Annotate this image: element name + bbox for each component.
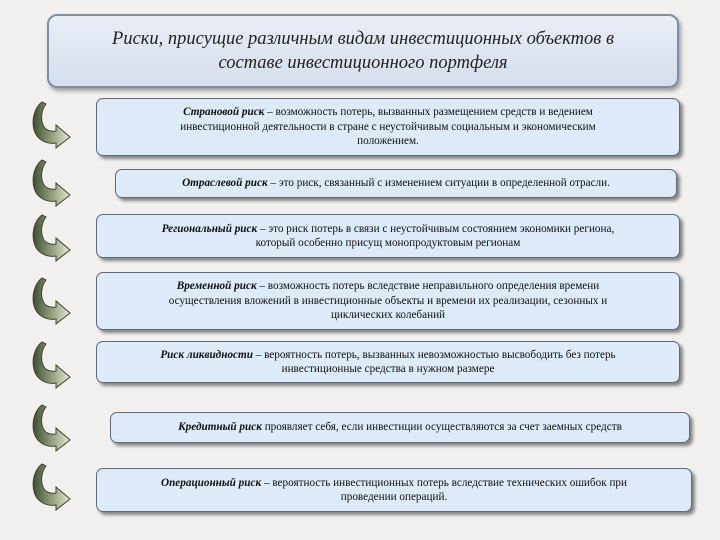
risk-term: Временной риск (176, 280, 257, 293)
risk-description-line: который особенно присущ монопродуктовым регионам (255, 237, 521, 249)
risk-box-operational (96, 468, 692, 512)
risk-description-line: проведении операций. (340, 491, 448, 503)
risk-term: Кредитный риск (178, 421, 262, 434)
risk-description: – возможность потерь, вызванных размещением средств и ведением (264, 106, 593, 119)
curved-arrow-icon (28, 340, 72, 390)
risk-box-regional (96, 214, 680, 258)
title-line-2: составе инвестиционного портфеля (218, 53, 508, 73)
risk-description: – это риск потерь в связи с неустойчивым состоянием экономики региона, (257, 222, 615, 235)
risk-description: – это риск, связанный с изменением ситуации в определенной отрасли. (267, 177, 610, 190)
risk-description: – вероятность инвестиционных потерь вследствие технических ошибок при (261, 476, 628, 489)
risk-term: Страновой риск (183, 106, 265, 119)
risk-box-industry (115, 169, 677, 198)
risk-description: проявляет себя, если инвестиции осуществляются за счет заемных средств (261, 421, 622, 434)
risk-description-line: циклических колебаний (330, 309, 446, 322)
risk-term: Риск ликвидности (160, 348, 253, 361)
risk-description-line: инвестиционной деятельности в стране с неустойчивым социальным и экономическим (180, 120, 596, 133)
risk-term: Операционный риск (160, 476, 262, 489)
risk-description-line: положением. (357, 135, 419, 148)
risk-description: – вероятность потерь, вызванных невозможностью высвободить без потерь (252, 348, 616, 361)
curved-arrow-icon (28, 276, 72, 326)
title-line-1: Риски, присущие различным видам инвестиционных объектов в (112, 29, 614, 49)
risk-box-country (96, 98, 680, 156)
curved-arrow-icon (28, 158, 72, 208)
risk-description-line: осуществления вложений в инвестиционные объекты и времени их реализации, сезонных и (168, 294, 608, 307)
risk-term: Региональный риск (161, 222, 258, 235)
risk-box-credit (110, 412, 690, 443)
risk-box-liquidity (96, 341, 680, 383)
risk-box-time (96, 272, 680, 330)
risk-description: – возможность потерь вследствие неправильного определения времени (256, 280, 600, 293)
risk-description-line: инвестиционные средства в нужном размере (281, 363, 495, 375)
curved-arrow-icon (28, 213, 72, 263)
curved-arrow-icon (28, 100, 72, 150)
risk-term: Отраслевой риск (182, 177, 268, 190)
title-box (47, 14, 679, 88)
curved-arrow-icon (28, 403, 72, 453)
curved-arrow-icon (28, 462, 72, 512)
